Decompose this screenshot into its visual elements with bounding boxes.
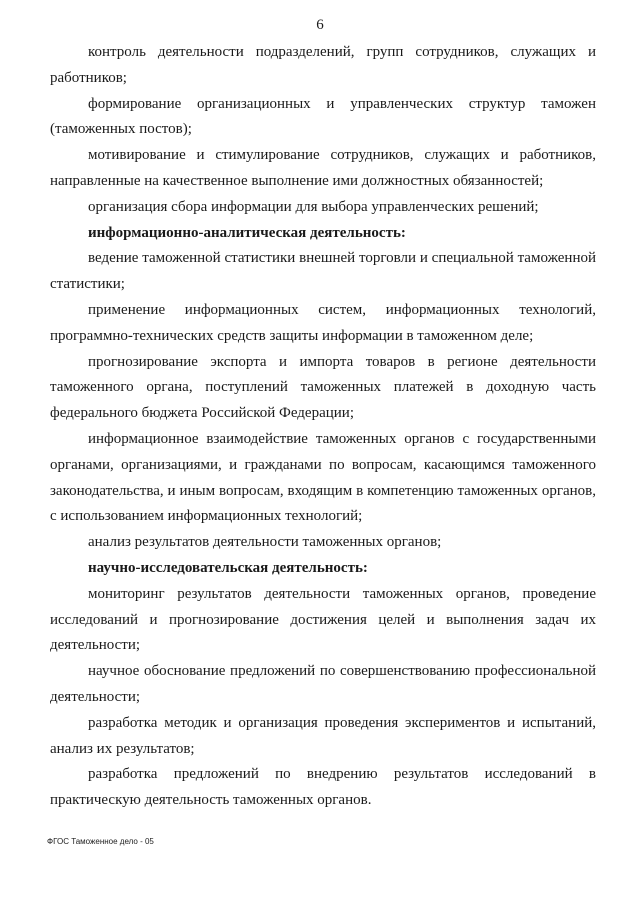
section-heading-analytics: информационно-аналитическая деятельность: xyxy=(88,224,406,241)
paragraph-monitoring: мониторинг результатов деятельности таможенных органов, проведение исследований и прогнозирование достижения целей и выполнения задач их деятельности; xyxy=(50,585,596,654)
paragraph-motivation: мотивирование и стимулирование сотрудников, служащих и работников, направленные на качественное выполнение ими должностных обязанностей; xyxy=(50,147,596,189)
paragraph-interaction: информационное взаимодействие таможенных органов с государственными органами, организациями, и гражданами по вопросам, касающимся таможенного законодательства, и иным вопросам, входящим в компетенцию таможенных органов, с использованием информационных технологий; xyxy=(50,430,596,525)
paragraph-implementation: разработка предложений по внедрению результатов исследований в практическую деятельность таможенных органов. xyxy=(50,766,596,809)
paragraph-structures: формирование организационных и управленческих структур таможен (таможенных постов); xyxy=(50,95,596,138)
paragraph-results-analysis: анализ результатов деятельности таможенных органов; xyxy=(88,534,442,551)
paragraph-info-systems: применение информационных систем, информационных технологий, программно-технических средств защиты информации в таможенном деле; xyxy=(50,301,596,344)
paragraph-methods: разработка методик и организация проведения экспериментов и испытаний, анализ их результатов; xyxy=(50,714,596,757)
paragraph-statistics: ведение таможенной статистики внешней торговли и специальной таможенной статистики; xyxy=(50,250,596,293)
page-number: 6 xyxy=(316,17,324,33)
paragraph-info-collection: организация сбора информации для выбора управленческих решений; xyxy=(88,198,539,215)
document-body xyxy=(50,40,596,814)
section-heading-research: научно-исследовательская деятельность: xyxy=(88,559,368,576)
paragraph-control: контроль деятельности подразделений, групп сотрудников, служащих и работников; xyxy=(50,44,596,86)
page-footer: ФГОС Таможенное дело - 05 xyxy=(47,837,154,846)
paragraph-scientific-basis: научное обоснование предложений по совершенствованию профессиональной деятельности; xyxy=(50,663,596,705)
paragraph-forecasting: прогнозирование экспорта и импорта товаров в регионе деятельности таможенного органа, поступлений таможенных платежей в доходную часть федерального бюджета Российской Федерации; xyxy=(50,353,596,422)
